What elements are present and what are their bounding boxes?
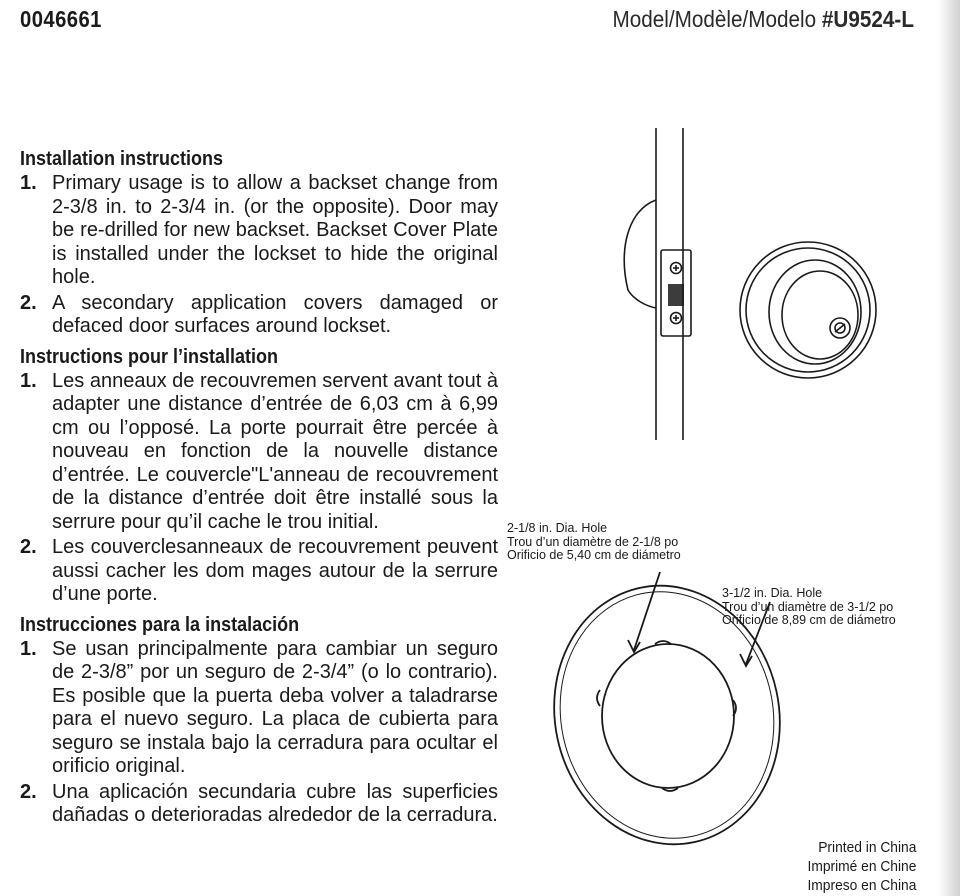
inner-hole-label (507, 522, 681, 563)
item-number: 2. (20, 291, 37, 314)
outer-hole-line: Orificio de 8,89 cm de diámetro (722, 613, 896, 627)
section-english (20, 148, 498, 339)
printed-line-es: Impreso en China (807, 877, 916, 894)
model-id: #U9524-L (821, 6, 914, 32)
section-french (20, 346, 498, 607)
outer-hole-line: Trou d’un diamètre de 3-1/2 po (722, 599, 894, 614)
printed-line-en: Printed in China (817, 839, 916, 856)
model-number (613, 6, 914, 33)
item-text: Les anneaux de recouvremen servent avant tout à adapter une distance d’entrée de 6,03 cm à 6,99 cm ou l’opposé. La porte pourrait être percée à nouveau en fonction de la nouvelle distance d’entrée. Le couvercle"L'anneau de recouvrement de la distance d’entrée doit être installé sous la serrure pour qu’il cache le trou initial. (52, 369, 498, 533)
instructions-column (20, 148, 498, 835)
printed-in-note (807, 838, 916, 895)
item-text: A secondary application covers damaged or defaced door surfaces around lockset. (52, 291, 498, 337)
instruction-item (20, 370, 498, 535)
item-number: 1. (20, 369, 37, 392)
page-edge-shadow (938, 0, 960, 896)
instruction-item (20, 292, 498, 339)
section-spanish (20, 614, 498, 828)
outer-hole-label (722, 587, 896, 628)
outer-hole-line: 3-1/2 in. Dia. Hole (722, 586, 823, 600)
item-text: Les couverclesanneaux de recouvrement peuvent aussi cacher les dom mages autour de la serrure d’une porte. (52, 536, 498, 605)
item-text: Primary usage is to allow a backset change from 2-3/8 in. to 2-3/4 in. (or the opposite). Door may be re-drilled for new backset. Backset Cover Plate is installed under the lockset to hide the original hole. (52, 172, 498, 288)
item-number: 2. (20, 536, 37, 558)
item-text: Una aplicación secundaria cubre las superficies dañadas o deterioradas alrededor de la cerradura. (52, 780, 498, 826)
item-number: 1. (20, 637, 37, 660)
section-heading: Instructions pour l’installation (20, 345, 279, 368)
instruction-item (20, 781, 498, 828)
instruction-item (20, 172, 498, 290)
item-number: 2. (20, 780, 37, 803)
item-number: 1. (20, 172, 37, 194)
section-heading: Installation instructions (20, 148, 224, 170)
inner-hole-line: 2-1/8 in. Dia. Hole (507, 521, 608, 535)
inner-hole-line: Orificio de 5,40 cm de diámetro (507, 548, 681, 562)
instruction-item (20, 638, 498, 779)
item-text: Se usan principalmente para cambiar un seguro de 2-3/8” por un seguro de 2-3/4” (o lo contrario). Es posible que la puerta deba volver a taladrarse para el nuevo seguro. La placa de cubierta para seguro se instala bajo la cerradura para ocultar el orificio original. (52, 637, 498, 777)
door-edge-illustration (624, 128, 691, 440)
model-prefix: Model/Modèle/Modelo (612, 6, 822, 32)
section-heading: Instrucciones para la instalación (20, 613, 300, 636)
inner-hole-line: Trou d’un diamètre de 2-1/8 po (507, 534, 679, 549)
printed-line-fr: Imprimé en Chine (807, 858, 916, 875)
product-code: 0046661 (20, 6, 102, 32)
door-knob-illustration (740, 242, 876, 378)
instruction-item (20, 536, 498, 607)
